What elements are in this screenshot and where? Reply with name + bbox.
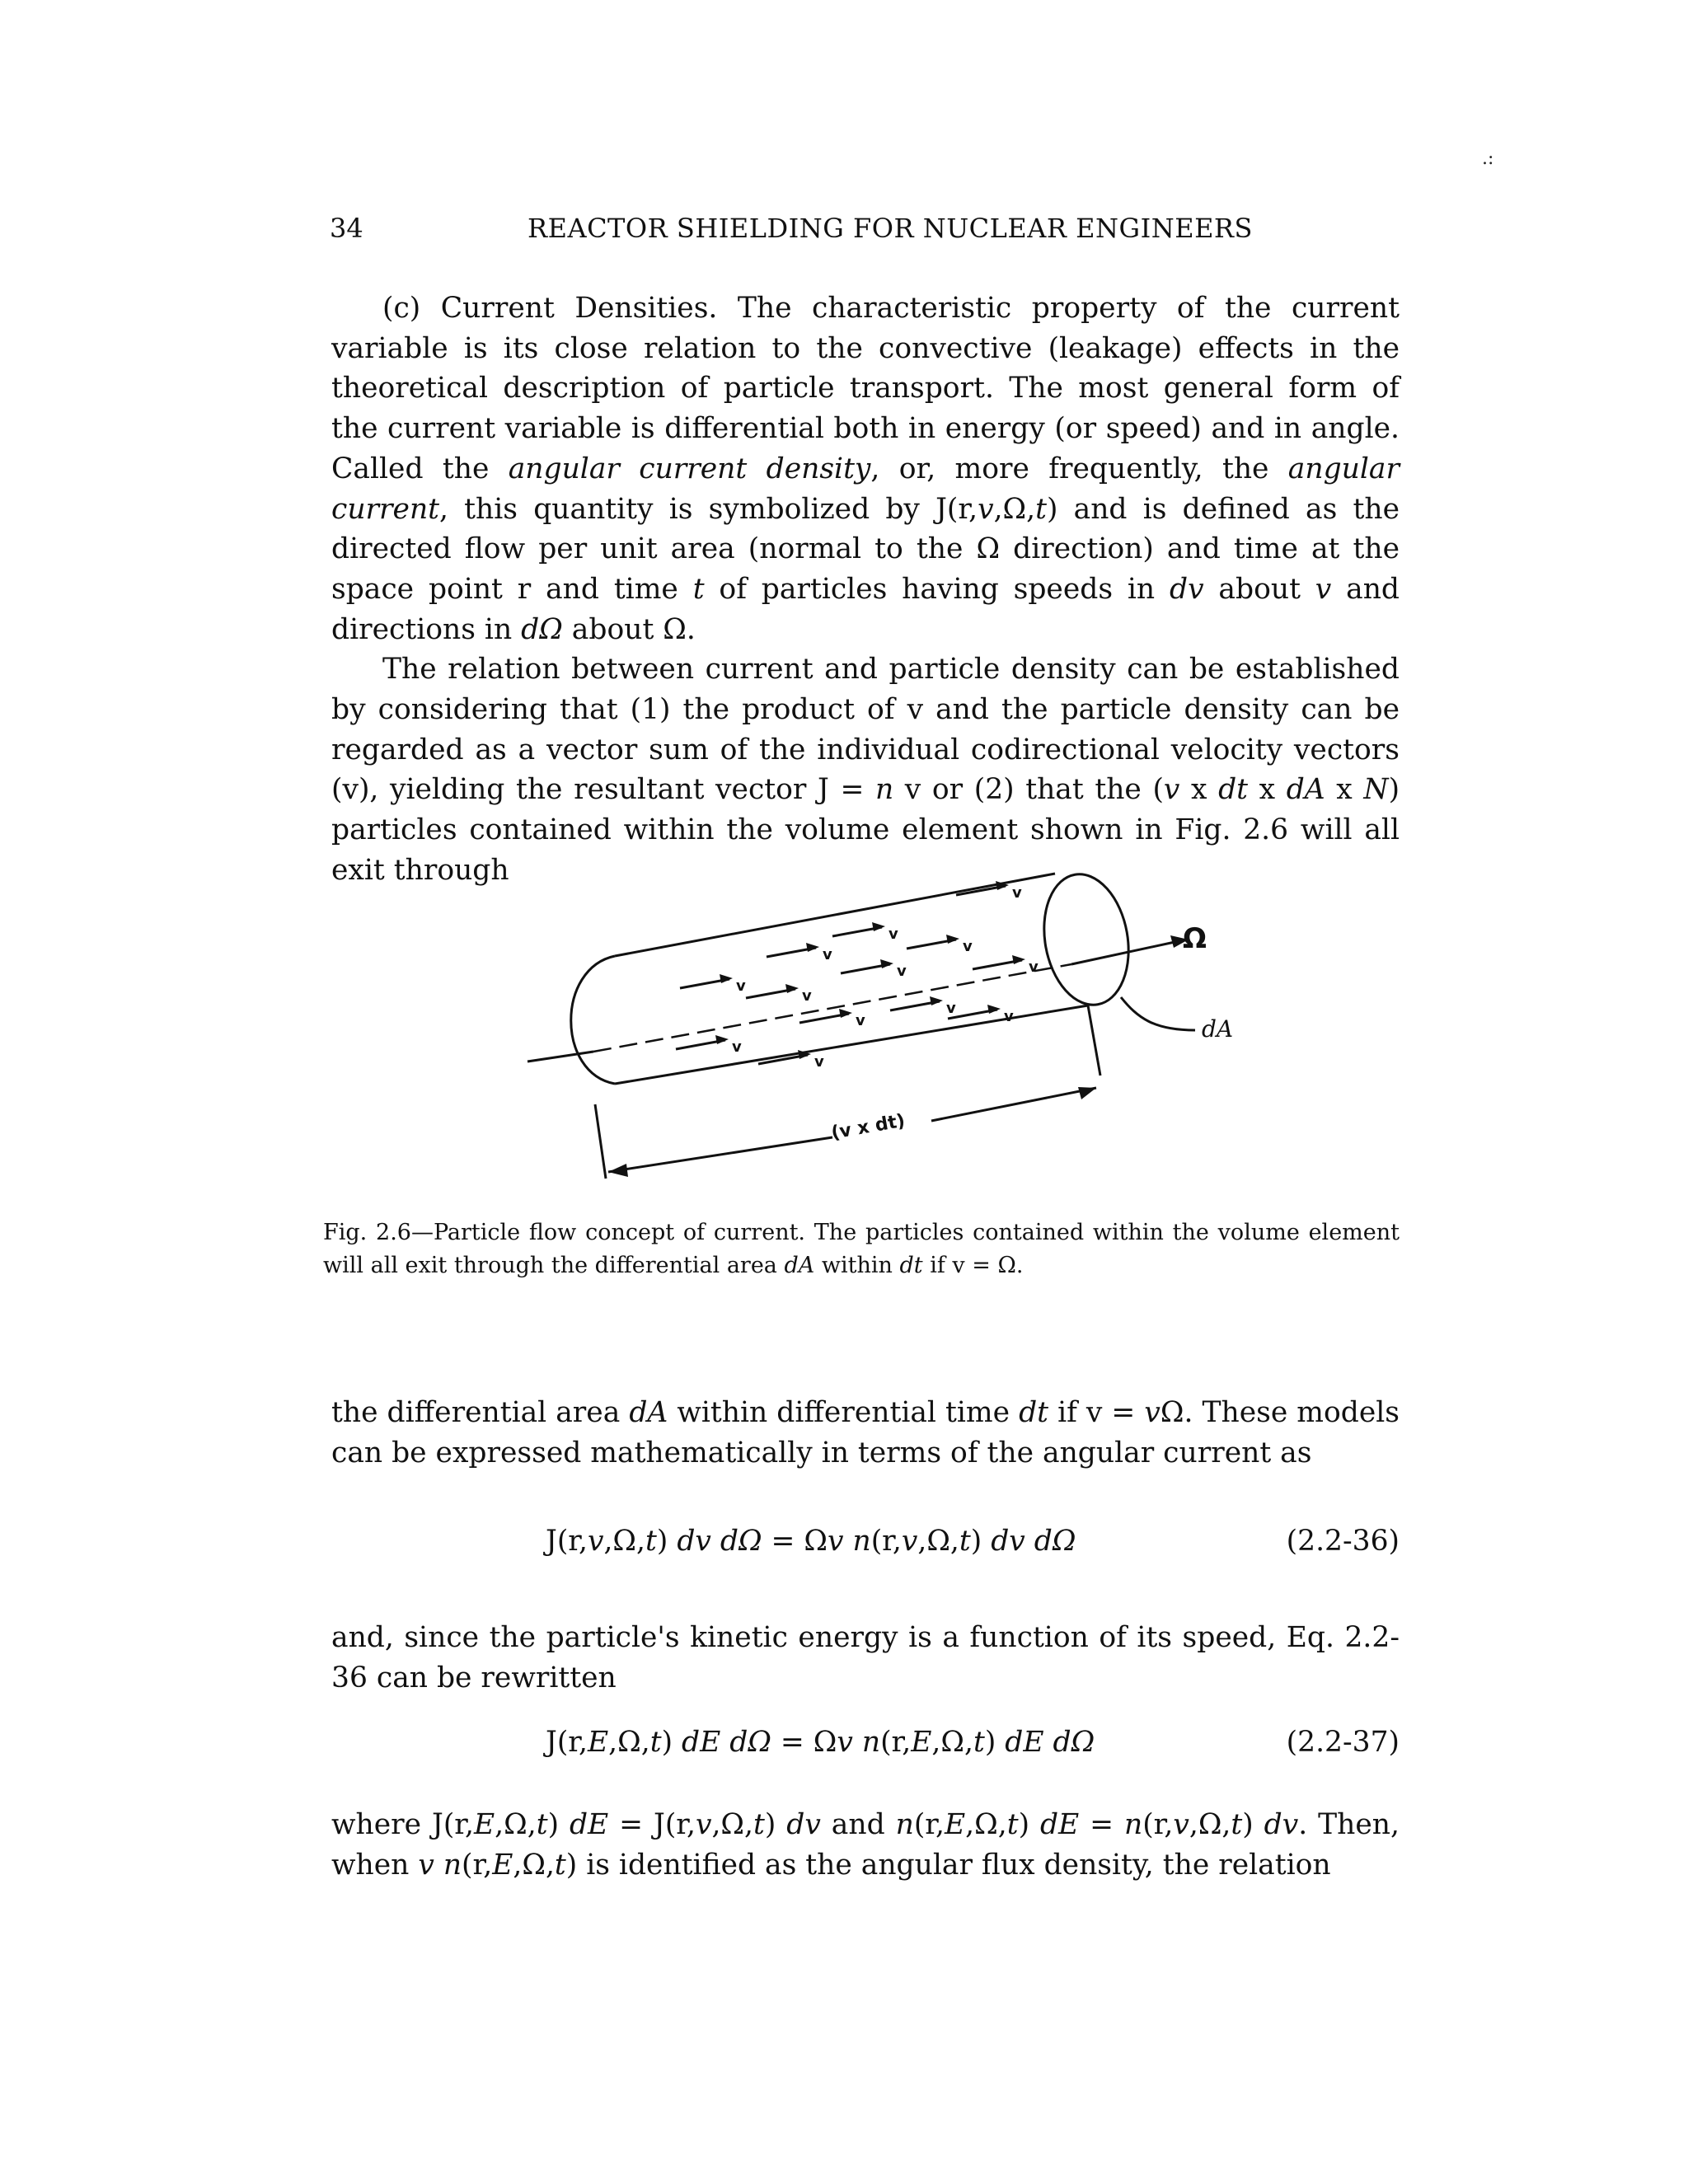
page-number: 34 (330, 213, 363, 244)
omega-direction-line (1071, 941, 1179, 964)
particle-arrowhead-8 (1012, 955, 1025, 964)
dimension-right-tick (1088, 1005, 1100, 1076)
particle-velocity-label-7: v (802, 987, 812, 1005)
running-head: REACTOR SHIELDING FOR NUCLEAR ENGINEERS (528, 213, 1253, 244)
dimension-arrowhead-right (1078, 1087, 1096, 1099)
particle-velocity-label-9: v (946, 1000, 956, 1017)
particle-velocity-label-13: v (814, 1053, 824, 1071)
paragraph-relation: The relation between current and particle density can be established by considering that (1) the product of v and the particle density can be regarded as a vector sum of the individual codirectional velocity vectors (v), yielding the resultant vector J = n v or (2) that the (v x dt x dA x N) particles contained within the volume element shown in Fig. 2.6 will all exit through (331, 653, 1400, 887)
dimension-left-tick (595, 1104, 606, 1179)
cylinder-top-edge (615, 874, 1055, 956)
particle-arrowhead-4 (720, 974, 733, 983)
area-label: dA (1202, 1015, 1234, 1043)
particle-velocity-label-4: v (736, 977, 746, 995)
equation-body: J(r,E,Ω,t) dE dΩ = Ωv n(r,E,Ω,t) dE dΩ (546, 1726, 1095, 1759)
cylinder-bottom-edge (615, 1005, 1088, 1084)
particle-arrowhead-6 (946, 935, 959, 944)
particle-velocity-label-6: v (963, 938, 973, 955)
particle-arrowhead-5 (880, 959, 893, 968)
length-label: (v x dt) (829, 1110, 907, 1144)
dimension-line-left (608, 1137, 832, 1172)
particle-arrowhead-2 (872, 922, 885, 931)
equation-2-2-36 (331, 1525, 1400, 1566)
text-block-bottom (331, 1805, 1400, 1885)
particle-velocity-label-12: v (1004, 1008, 1014, 1025)
paragraph-where: where J(r,E,Ω,t) dE = J(r,v,Ω,t) dv and n(r,E,Ω,t) dE = n(r,v,Ω,t) dv. Then, when v n(r,E,Ω,t) is identified as the angular flux density, the relation (331, 1808, 1400, 1882)
text-block-after-figure (331, 1393, 1400, 1473)
dimension-line-right (931, 1088, 1096, 1121)
equation-number: (2.2-36) (1286, 1525, 1400, 1558)
scan-speck: .: (1482, 148, 1494, 169)
cylinder-diagram (495, 857, 1319, 1203)
particle-arrowhead-12 (987, 1005, 1001, 1014)
particle-velocity-label-10: v (856, 1012, 865, 1029)
equation-body: J(r,v,Ω,t) dv dΩ = Ωv n(r,v,Ω,t) dv dΩ (546, 1525, 1076, 1558)
cylinder-left-end-cap (571, 956, 615, 1084)
cylinder-right-end-ellipse (1034, 868, 1138, 1012)
particle-arrowhead-10 (839, 1009, 852, 1018)
particle-arrowhead-1 (806, 943, 819, 952)
equation-number: (2.2-37) (1286, 1726, 1400, 1759)
particle-arrowhead-9 (930, 996, 943, 1005)
particle-velocity-label-11: v (732, 1038, 742, 1056)
particle-velocity-label-1: v (823, 946, 832, 963)
particle-velocity-label-5: v (897, 963, 907, 980)
particle-velocity-label-3: v (1012, 884, 1022, 902)
paragraph-differential-area: the differential area dA within differential time dt if v = vΩ. These models can be expressed mathematically in terms of the angular current as (331, 1396, 1400, 1469)
figure-caption: Fig. 2.6—Particle flow concept of current. The particles contained within the volume element will all exit through the differential area dA within dt if v = Ω. (323, 1220, 1400, 1278)
particle-arrowhead-7 (785, 984, 799, 993)
text-block-middle (331, 1618, 1400, 1698)
axis-left-dash (528, 1052, 593, 1062)
area-leader-line (1121, 997, 1195, 1030)
particle-arrowhead-11 (715, 1035, 729, 1044)
paragraph-current-densities: (c) Current Densities. The characteristic property of the current variable is its close relation to the convective (leakage) effects in the theoretical description of particle transport. The most general form of the current variable is differential both in energy (or speed) and in angle. Called the angular current density, or, more frequently, the angular current, this quantity is symbolized by J(r,v,Ω,t) and is defined as the directed flow per unit area (normal to the Ω direction) and time at the space point r and time t of particles having speeds in dv about v and directions in dΩ about Ω. (331, 292, 1400, 646)
omega-label: Ω (1183, 922, 1207, 955)
text-block-top (331, 288, 1400, 891)
equation-2-2-37 (331, 1726, 1400, 1767)
particle-velocity-label-8: v (1029, 958, 1039, 976)
particle-velocity-label-2: v (889, 926, 898, 943)
section-heading: (c) Current Densities. (382, 292, 718, 325)
axis-center-dashed (593, 964, 1071, 1052)
figure-2-6 (495, 857, 1319, 1203)
paragraph-kinetic-energy: and, since the particle's kinetic energy is a function of its speed, Eq. 2.2-36 can be rewritten (331, 1621, 1400, 1694)
